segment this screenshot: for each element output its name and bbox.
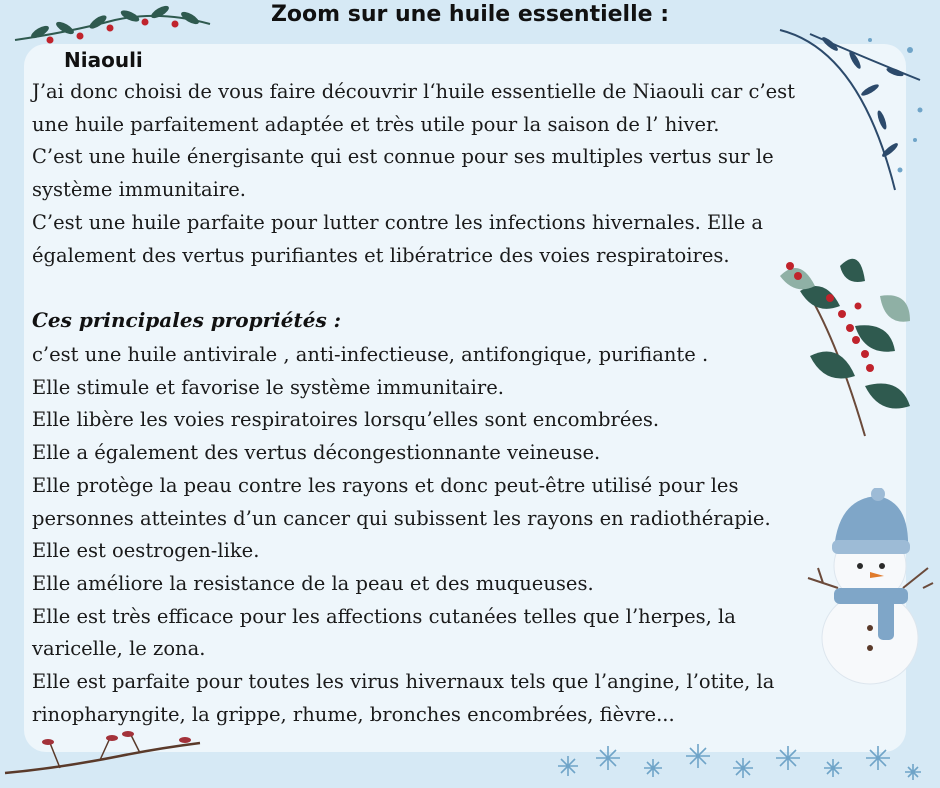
intro-line: une huile parfaitement adaptée et très utile pour la saison de l’ hiver.: [32, 112, 720, 136]
intro-line: également des vertus purifiantes et libératrice des voies respiratoires.: [32, 243, 730, 267]
intro-line: système immunitaire.: [32, 178, 246, 202]
property-line: personnes atteintes d’un cancer qui subissent les rayons en radiothérapie.: [32, 506, 771, 530]
property-line: Elle est très efficace pour les affections cutanées telles que l’herpes, la: [32, 604, 736, 628]
property-line: Elle stimule et favorise le système immunitaire.: [32, 375, 504, 399]
intro-line: C’est une huile énergisante qui est connue pour ses multiples vertus sur le: [32, 145, 774, 169]
property-line: Elle libère les voies respiratoires lorsqu’elles sont encombrées.: [32, 408, 660, 432]
property-line: Elle a également des vertus décongestionnante veineuse.: [32, 441, 601, 465]
property-line: Elle est oestrogen-like.: [32, 539, 260, 563]
property-line: Elle protège la peau contre les rayons et donc peut-être utilisé pour les: [32, 473, 739, 497]
property-line: c’est une huile antivirale , anti-infectieuse, antifongique, purifiante .: [32, 343, 709, 366]
property-line: Elle est parfaite pour toutes les virus hivernaux tels que l’angine, l’otite, la: [32, 670, 775, 694]
snowflake-icon: [548, 738, 928, 786]
property-line: rinopharyngite, la grippe, rhume, bronches encombrées, fièvre...: [32, 702, 675, 726]
branch-icon: [0, 728, 210, 788]
intro-paragraph: [32, 76, 862, 272]
page-title: Zoom sur une huile essentielle :: [270, 2, 670, 27]
intro-line: C’est une huile parfaite pour lutter contre les infections hivernales. Elle a: [32, 210, 764, 234]
property-line: Elle améliore la resistance de la peau et des muqueuses.: [32, 571, 594, 595]
properties-heading: Ces principales propriétés :: [32, 308, 342, 332]
properties-list: [32, 339, 862, 731]
property-line: varicelle, le zona.: [32, 637, 206, 661]
section-subtitle: Niaouli: [64, 48, 143, 72]
intro-line: J’ai donc choisi de vous faire découvrir l‘huile essentielle de Niaouli car c’est: [32, 80, 796, 103]
